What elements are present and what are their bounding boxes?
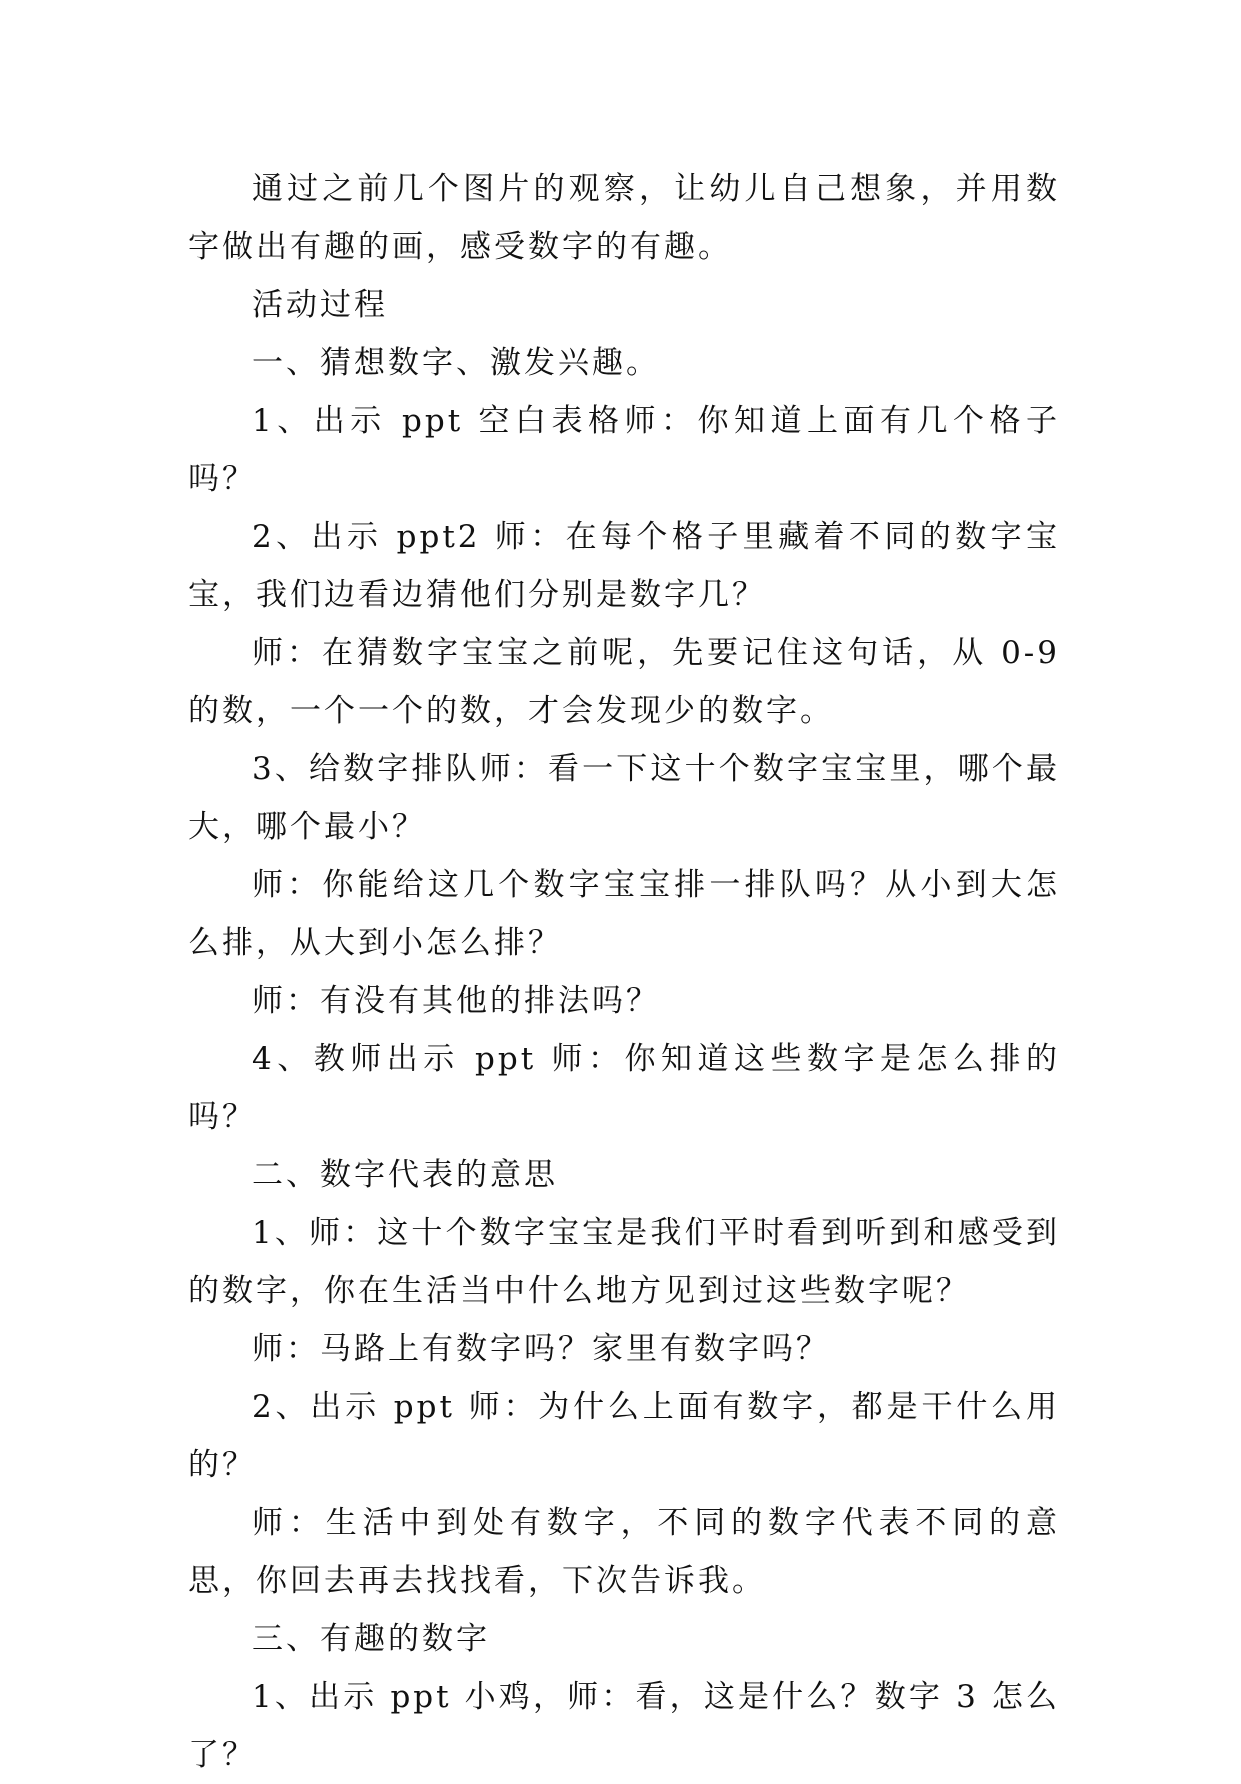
paragraph: 2、出示 ppt2 师：在每个格子里藏着不同的数字宝宝，我们边看边猜他们分别是数字几？ — [188, 519, 1060, 613]
section-heading: 二、数字代表的意思 — [252, 1157, 558, 1193]
section-heading: 活动过程 — [252, 287, 388, 323]
document-body — [188, 160, 1060, 1784]
paragraph: 师：生活中到处有数字，不同的数字代表不同的意思，你回去再去找找看，下次告诉我。 — [188, 1505, 1060, 1599]
paragraph: 1、出示 ppt 空白表格师：你知道上面有几个格子吗？ — [188, 403, 1060, 497]
paragraph: 通过之前几个图片的观察，让幼儿自己想象，并用数字做出有趣的画，感受数字的有趣。 — [188, 171, 1060, 265]
paragraph: 1、出示 ppt 小鸡，师：看，这是什么？数字 3 怎么了？ — [188, 1679, 1060, 1773]
paragraph: 师：马路上有数字吗？家里有数字吗？ — [252, 1331, 830, 1367]
paragraph: 3、给数字排队师：看一下这十个数字宝宝里，哪个最大，哪个最小？ — [188, 751, 1060, 845]
paragraph: 师：在猜数字宝宝之前呢，先要记住这句话，从 0-9 的数，一个一个的数，才会发现少的数字。 — [188, 635, 1060, 729]
paragraph: 师：你能给这几个数字宝宝排一排队吗？从小到大怎么排，从大到小怎么排？ — [188, 867, 1060, 961]
paragraph: 2、出示 ppt 师：为什么上面有数字，都是干什么用的？ — [188, 1389, 1060, 1483]
paragraph: 4、教师出示 ppt 师：你知道这些数字是怎么排的吗？ — [188, 1041, 1060, 1135]
section-heading: 三、有趣的数字 — [252, 1621, 490, 1657]
paragraph: 师：有没有其他的排法吗？ — [252, 983, 660, 1019]
section-heading: 一、猜想数字、激发兴趣。 — [252, 345, 660, 381]
paragraph: 1、师：这十个数字宝宝是我们平时看到听到和感受到的数字，你在生活当中什么地方见到过这些数字呢？ — [188, 1215, 1060, 1309]
